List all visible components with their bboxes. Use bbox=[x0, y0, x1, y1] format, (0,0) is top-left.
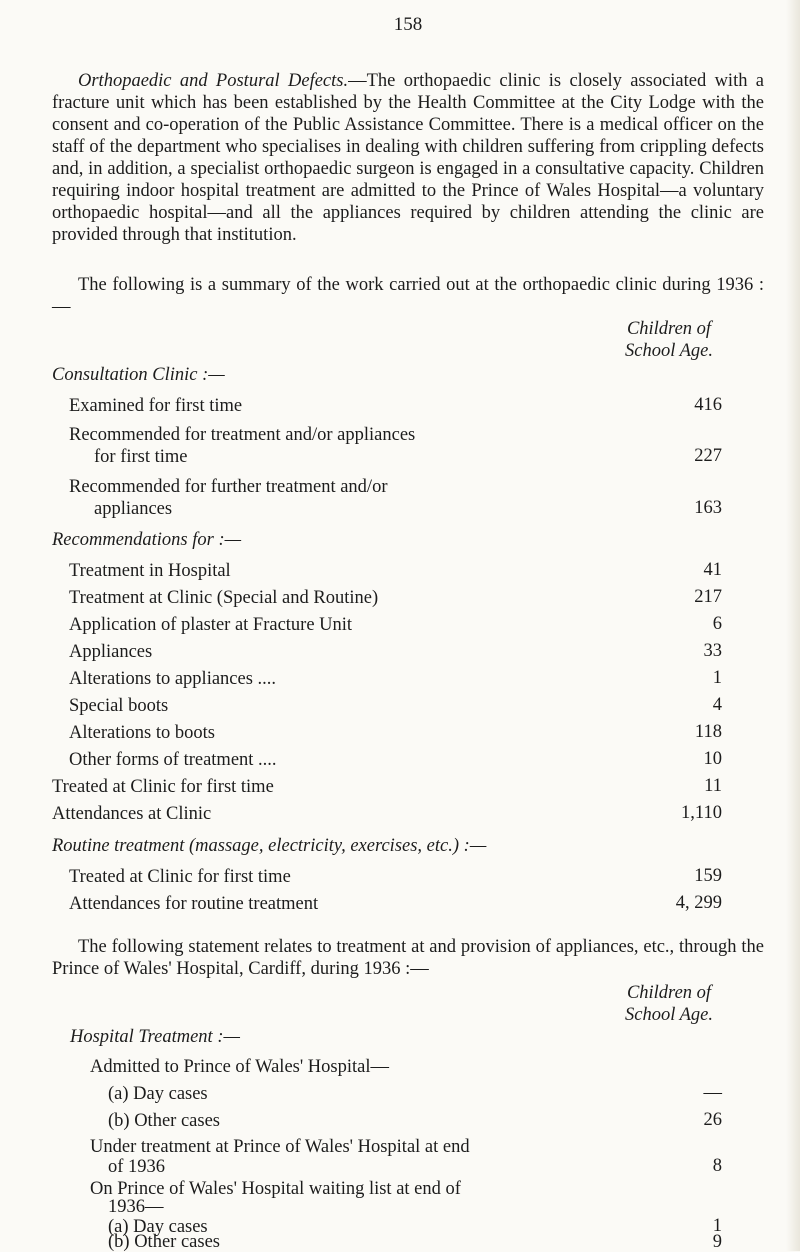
recommendation-label: Special boots bbox=[69, 696, 169, 716]
waiting-label-2: 1936— bbox=[108, 1197, 164, 1217]
recommended-first-label: Recommended for treatment and/or appliances bbox=[69, 425, 416, 445]
recommendation-value: 1 bbox=[712, 668, 722, 688]
attendances-label: Attendances at Clinic bbox=[52, 804, 212, 824]
recommendation-value: 118 bbox=[694, 722, 722, 742]
recommended-further-label: Recommended for further treatment and/or bbox=[69, 477, 388, 497]
page-edge-shadow bbox=[786, 0, 800, 1251]
waiting-day-label: (a) Day cases bbox=[108, 1217, 208, 1237]
recommendation-value: 217 bbox=[694, 587, 722, 607]
page-number: 158 bbox=[393, 14, 423, 35]
recommendation-value: 33 bbox=[703, 641, 722, 661]
recommendation-value: 10 bbox=[703, 749, 722, 769]
recommended-further-label-2: appliances bbox=[94, 499, 173, 519]
treated-first-label: Treated at Clinic for first time bbox=[52, 777, 274, 797]
consultation-heading: Consultation Clinic :— bbox=[52, 365, 225, 385]
waiting-label: On Prince of Wales' Hospital waiting list at end of bbox=[90, 1179, 461, 1199]
column-heading-line: School Age. bbox=[624, 341, 714, 361]
recommendation-label: Treatment in Hospital bbox=[69, 561, 231, 581]
admitted-label: Admitted to Prince of Wales' Hospital— bbox=[90, 1057, 389, 1077]
recommendation-value: 6 bbox=[712, 614, 722, 634]
admitted-other-value: 26 bbox=[703, 1110, 722, 1130]
recommendation-label: Application of plaster at Fracture Unit bbox=[69, 615, 353, 635]
admitted-other-label: (b) Other cases bbox=[108, 1111, 220, 1131]
column-heading-2 bbox=[594, 982, 744, 1026]
under-treatment-value: 8 bbox=[712, 1156, 722, 1176]
column-heading-line: School Age. bbox=[624, 1005, 714, 1025]
examined-label: Examined for first time bbox=[69, 396, 243, 416]
recommended-first-value: 227 bbox=[694, 446, 722, 466]
section-heading: Orthopaedic and Postural Defects. bbox=[78, 71, 349, 91]
recommended-further-value: 163 bbox=[694, 498, 722, 518]
routine-treated-value: 159 bbox=[694, 866, 722, 886]
waiting-other-value: 9 bbox=[712, 1232, 722, 1252]
recommended-first-label-2: for first time bbox=[94, 447, 188, 467]
intro-paragraph bbox=[52, 70, 764, 246]
hospital-heading: Hospital Treatment :— bbox=[70, 1027, 240, 1047]
routine-heading: Routine treatment (massage, electricity, exercises, etc.) :— bbox=[52, 836, 487, 856]
under-treatment-label-2: of 1936 bbox=[108, 1157, 166, 1177]
recommendation-label: Alterations to boots bbox=[69, 723, 215, 743]
treated-first-value: 11 bbox=[704, 776, 722, 796]
attendances-value: 1,110 bbox=[681, 803, 722, 823]
admitted-day-value: — bbox=[703, 1083, 722, 1103]
under-treatment-label: Under treatment at Prince of Wales' Hospital at end bbox=[90, 1137, 470, 1157]
routine-treated-label: Treated at Clinic for first time bbox=[69, 867, 291, 887]
routine-attendances-label: Attendances for routine treatment bbox=[69, 894, 319, 914]
statement-intro: The following statement relates to treatment at and provision of appliances, etc., through the Prince of Wales' Hospital, Cardiff, during 1936 :— bbox=[52, 937, 764, 979]
recommendation-value: 41 bbox=[703, 560, 722, 580]
column-heading-line: Children of bbox=[626, 983, 712, 1003]
admitted-day-label: (a) Day cases bbox=[108, 1084, 208, 1104]
recommendation-label: Treatment at Clinic (Special and Routine) bbox=[69, 588, 379, 608]
column-heading-line: Children of bbox=[626, 319, 712, 339]
recommendations-heading: Recommendations for :— bbox=[52, 530, 242, 550]
routine-attendances-value: 4, 299 bbox=[675, 893, 722, 913]
waiting-day-value: 1 bbox=[712, 1216, 722, 1236]
intro-text: —The orthopaedic clinic is closely associated with a fracture unit which has been established by the Health Committee at the City Lodge with the consent and co-operation of the Public Assistance Committee. There is a medical officer on the staff of the department who specialises in dealing with children suffering from crippling defects and, in addition, a specialist orthopaedic surgeon is engaged in a consultative capacity. Children requiring indoor hospital treatment are admitted to the Prince of Wales Hospital—a voluntary orthopaedic hospital—and all the appliances required by children attending the clinic are provided through that institution. bbox=[52, 71, 765, 245]
recommendation-value: 4 bbox=[712, 695, 722, 715]
recommendation-label: Appliances bbox=[69, 642, 153, 662]
summary-intro: The following is a summary of the work carried out at the orthopaedic clinic during 1936 :— bbox=[52, 275, 764, 317]
examined-value: 416 bbox=[694, 395, 722, 415]
waiting-other-label: (b) Other cases bbox=[108, 1232, 220, 1252]
column-heading-1 bbox=[594, 318, 744, 362]
recommendation-label: Other forms of treatment .... bbox=[69, 750, 277, 770]
recommendation-label: Alterations to appliances .... bbox=[69, 669, 277, 689]
